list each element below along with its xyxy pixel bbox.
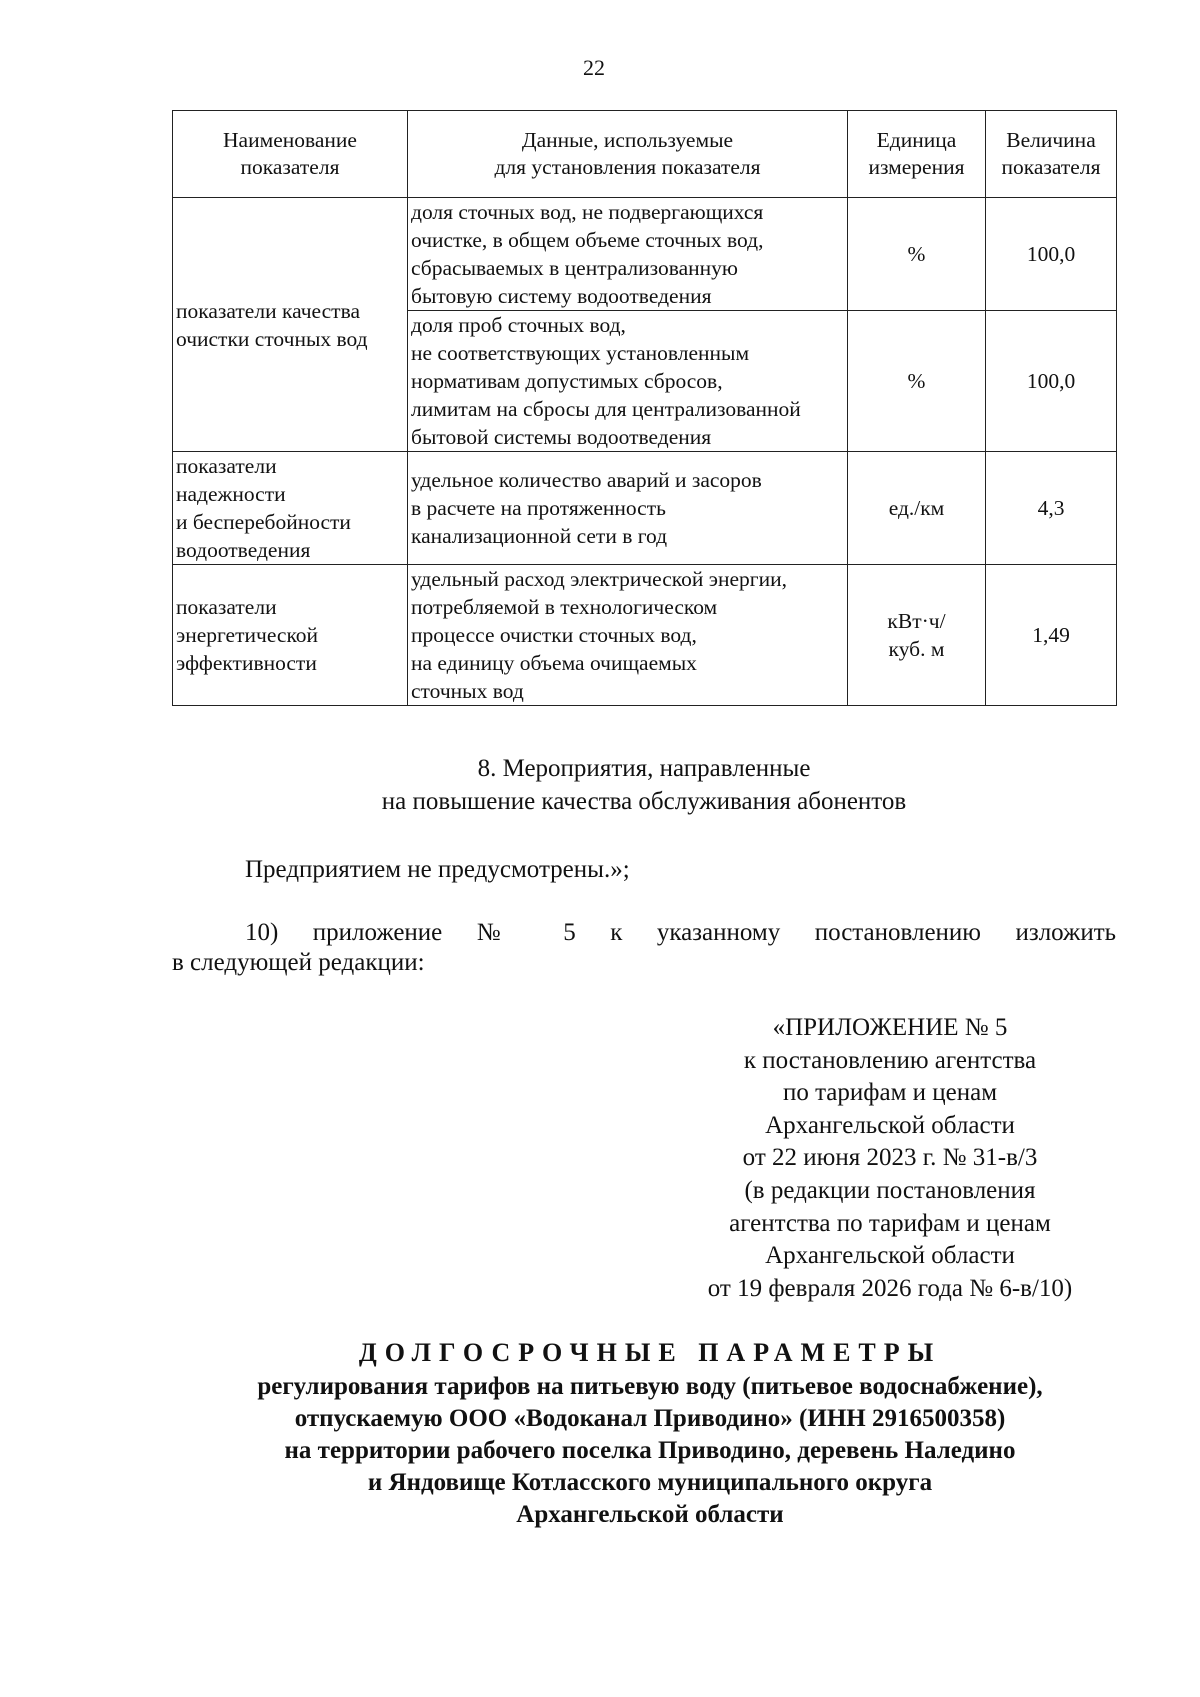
paragraph-item-10 (172, 918, 1116, 978)
column-header-line: для установления показателя (494, 155, 761, 179)
item-10-line-2: в следующей редакции: (172, 949, 425, 976)
item-10-word: изложить (1015, 919, 1117, 946)
table-row (173, 452, 1117, 565)
indicator-data-line: бытовой системы водоотведения (411, 425, 712, 449)
indicator-name-line: надежности (176, 482, 286, 506)
indicator-data-line: сбрасываемых в централизованную (411, 256, 738, 280)
header-row (173, 111, 1117, 198)
unit-cell (848, 198, 986, 311)
indicator-name-line: водоотведения (176, 538, 311, 562)
indicator-data-cell (408, 311, 848, 452)
table-row (173, 198, 1117, 311)
indicator-data-line: канализационной сети в год (411, 524, 668, 548)
unit-line: % (907, 369, 926, 393)
appendix-line: агентства по тарифам и ценам (729, 1209, 1051, 1237)
appendix-line: по тарифам и ценам (782, 1079, 998, 1107)
appendix-line: к постановлению агентства (743, 1046, 1037, 1074)
value-cell: 100,0 (986, 198, 1117, 311)
section-8-title (0, 752, 1200, 818)
indicator-name-line: и бесперебойности (176, 510, 351, 534)
heading-line: на территории рабочего поселка Приводино, деревень Наледино (284, 1437, 1016, 1464)
indicator-data-cell (408, 565, 848, 706)
section-title-line: 8. Мероприятия, направленные (477, 755, 811, 782)
appendix-line: от 19 февраля 2026 года № 6-в/10) (707, 1274, 1073, 1302)
indicator-data-cell (408, 452, 848, 565)
indicator-data-line: лимитам на сбросы для централизованной (411, 397, 801, 421)
appendix-line: Архангельской области (765, 1111, 1015, 1139)
item-10-line-1 (172, 918, 1116, 948)
indicator-data-line: в расчете на протяженность (411, 496, 666, 520)
column-header (848, 111, 986, 198)
indicator-name-cell (173, 452, 408, 565)
indicator-name-line: энергетической (176, 623, 319, 647)
indicators-table (172, 110, 1117, 706)
document-heading (120, 1337, 1180, 1531)
item-10-word: постановлению (814, 919, 981, 946)
item-10-word: 10) приложение (245, 919, 443, 946)
heading-line: Архангельской области (516, 1501, 784, 1528)
column-header-line: Данные, используемые (521, 128, 734, 152)
heading-subtitle (120, 1371, 1180, 1531)
column-header-line: показателя (240, 155, 340, 179)
indicator-name-cell (173, 565, 408, 706)
column-header-line: Наименование (223, 128, 357, 152)
value-cell: 1,49 (986, 565, 1117, 706)
item-10-word: № (476, 919, 529, 946)
unit-line: ед./км (888, 496, 945, 520)
table-header (173, 111, 1117, 198)
item-10-word: к (610, 919, 623, 946)
heading-line: и Яндовище Котласского муниципального округа (367, 1469, 933, 1496)
indicator-name-line: показатели (176, 454, 277, 478)
paragraph-not-provided: Предприятием не предусмотрены.»; (245, 856, 630, 883)
column-header-line: измерения (868, 155, 965, 179)
unit-cell (848, 452, 986, 565)
item-10-word: 5 (563, 919, 576, 946)
column-header (408, 111, 848, 198)
column-header-line: Единица (876, 128, 957, 152)
appendix-stamp (620, 1012, 1160, 1305)
section-title-line: на повышение качества обслуживания абонентов (381, 788, 907, 815)
unit-cell (848, 311, 986, 452)
heading-line: отпускаемую ООО «Водоканал Приводино» (ИНН 2916500358) (294, 1405, 1006, 1432)
indicator-name-line: показатели качества (176, 298, 360, 323)
indicator-data-line: доля сточных вод, не подвергающихся (411, 200, 764, 224)
column-header-line: показателя (1001, 155, 1101, 179)
page-number: 22 (583, 55, 605, 80)
indicator-name-line: показатели (176, 595, 277, 619)
appendix-line: Архангельской области (765, 1242, 1015, 1270)
indicator-data-line: очистке, в общем объеме сточных вод, (411, 228, 764, 252)
heading-title: ДОЛГОСРОЧНЫЕ ПАРАМЕТРЫ (358, 1338, 942, 1367)
indicator-data-line: бытовую систему водоотведения (411, 284, 712, 308)
indicator-name-line: очистки сточных вод (176, 326, 368, 351)
table-body (173, 198, 1117, 706)
table-row (173, 565, 1117, 706)
appendix-line: «ПРИЛОЖЕНИЕ № 5 (772, 1014, 1008, 1041)
unit-line: % (907, 242, 926, 266)
indicator-data-line: доля проб сточных вод, (411, 313, 626, 337)
indicator-data-line: процессе очистки сточных вод, (411, 623, 697, 647)
indicator-name-cell (173, 198, 408, 452)
indicator-data-line: сточных вод (411, 679, 524, 703)
unit-line: куб. м (888, 637, 945, 661)
heading-line: регулирования тарифов на питьевую воду (питьевое водоснабжение), (257, 1373, 1043, 1400)
appendix-line: (в редакции постановления (744, 1176, 1036, 1204)
indicator-data-line: нормативам допустимых сбросов, (411, 369, 723, 393)
unit-cell (848, 565, 986, 706)
column-header (173, 111, 408, 198)
indicator-data-line: удельное количество аварий и засоров (411, 468, 762, 492)
column-header (986, 111, 1117, 198)
item-10-word: указанному (656, 919, 781, 946)
indicator-name-line: эффективности (176, 651, 317, 675)
column-header-line: Величина (1006, 128, 1096, 152)
indicator-data-line: потребляемой в технологическом (411, 595, 718, 619)
indicator-data-line: не соответствующих установленным (411, 341, 750, 365)
indicator-data-line: на единицу объема очищаемых (411, 651, 697, 675)
appendix-line: от 22 июня 2023 г. № 31-в/3 (742, 1144, 1038, 1172)
value-cell: 4,3 (986, 452, 1117, 565)
indicator-data-line: удельный расход электрической энергии, (411, 567, 788, 591)
indicator-data-cell (408, 198, 848, 311)
value-cell: 100,0 (986, 311, 1117, 452)
unit-line: кВт·ч/ (887, 609, 946, 633)
